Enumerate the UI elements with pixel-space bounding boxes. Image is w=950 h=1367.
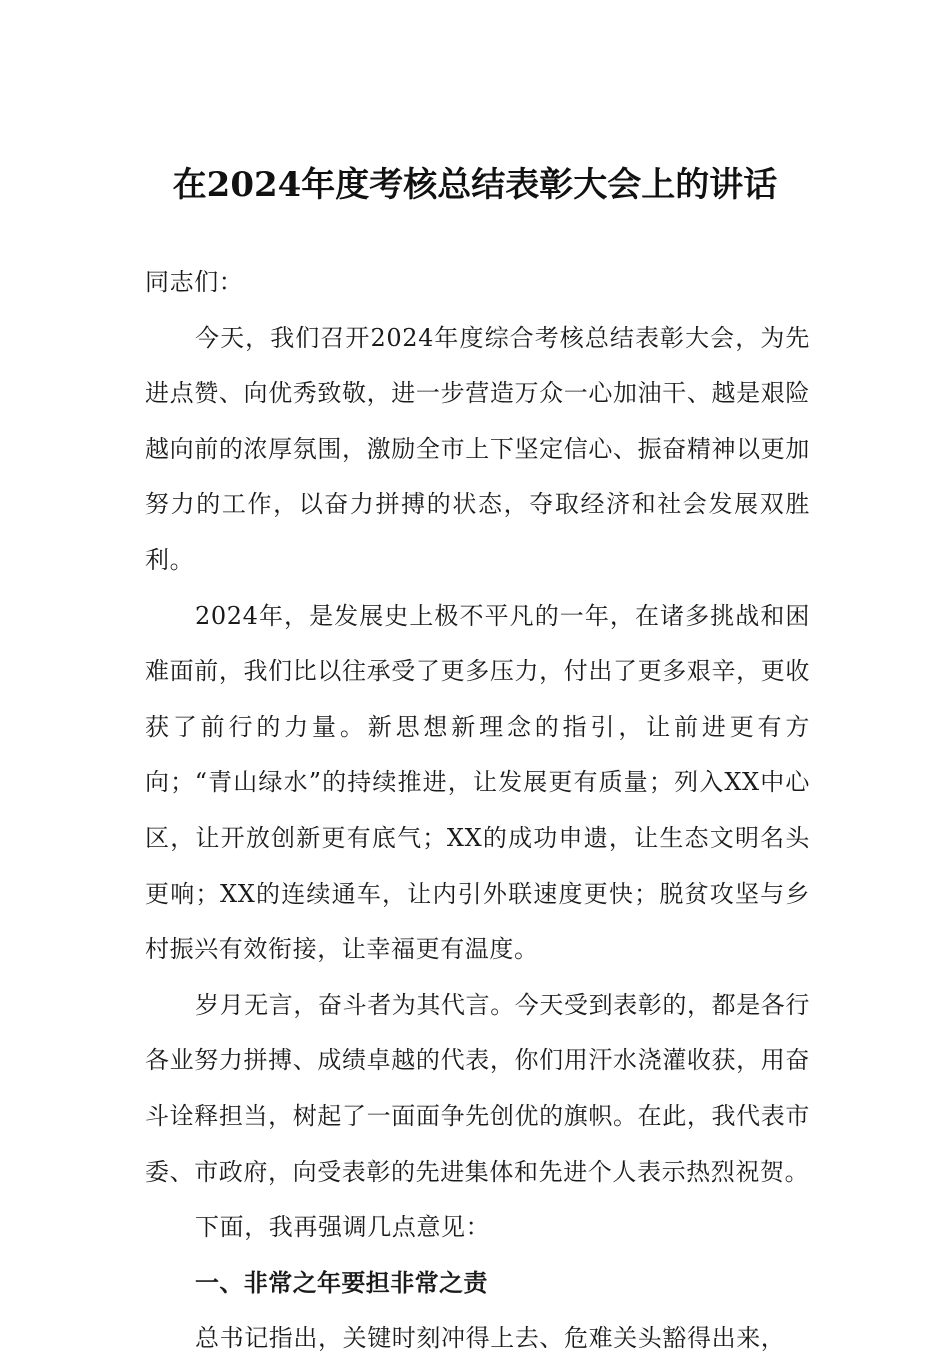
paragraph-transition: 下面，我再强调几点意见： [195,1213,491,1242]
section-heading: 一、非常之年要担非常之责 [195,1268,488,1297]
document-body [145,255,810,1367]
paragraph-opening: 今天，我们召开2024年度综合考核总结表彰大会，为先进点赞、向优秀致敬，进一步营造万众一心加油干、越是艰险越向前的浓厚氛围，激励全市上下坚定信心、振奋精神以更加努力的工作，以奋力拼搏的状态，夺取经济和社会发展双胜利。 [145,323,810,574]
salutation: 同志们： [145,268,244,296]
paragraph-review: 2024年，是发展史上极不平凡的一年，在诸多挑战和困难面前，我们比以往承受了更多压力，付出了更多艰辛，更收获了前行的力量。新思想新理念的指引，让前进更有方向；“青山绿水”的持续推进，让发展更有质量；列入XX中心区，让开放创新更有底气；XX的成功申遗，让生态文明名头更响；XX的连续通车，让内引外联速度更快；脱贫攻坚与乡村振兴有效衔接，让幸福更有温度。 [145,601,810,964]
paragraph-commendation: 岁月无言，奋斗者为其代言。今天受到表彰的，都是各行各业努力拼搏、成绩卓越的代表，你们用汗水浇灌收获，用奋斗诠释担当，树起了一面面争先创优的旗帜。在此，我代表市委、市政府，向受表彰的先进集体和先进个人表示热烈祝贺。 [145,990,810,1186]
document-title: 在2024年度考核总结表彰大会上的讲话 [172,165,778,205]
paragraph-section-start: 总书记指出，关键时刻冲得上去、危难关头豁得出来， [195,1324,786,1353]
